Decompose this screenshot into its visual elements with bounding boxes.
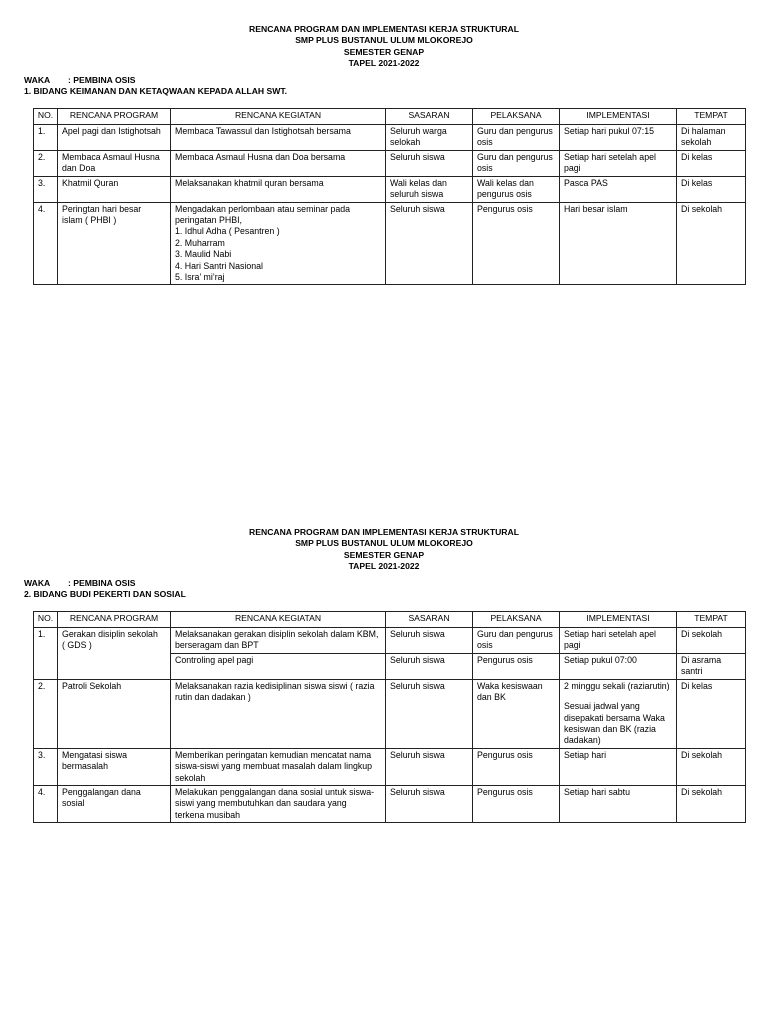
cell-implementasi: Setiap pukul 07:00 bbox=[560, 653, 677, 679]
cell-kegiatan: Membaca Tawassul dan Istighotsah bersama bbox=[171, 125, 386, 151]
school-year: TAPEL 2021-2022 bbox=[348, 57, 420, 68]
program-table bbox=[33, 611, 746, 823]
col-header-kegiatan: RENCANA KEGIATAN bbox=[171, 109, 386, 125]
cell-kegiatan: Controling apel pagi bbox=[171, 653, 386, 679]
cell-implementasi: Hari besar islam bbox=[560, 202, 677, 285]
cell-implementasi: Setiap hari pukul 07:15 bbox=[560, 125, 677, 151]
table-header-row bbox=[34, 612, 746, 628]
school-name: SMP PLUS BUSTANUL ULUM MLOKOREJO bbox=[295, 538, 473, 549]
cell-program: Khatmil Quran bbox=[58, 176, 171, 202]
cell-pelaksana: Pengurus osis bbox=[473, 786, 560, 823]
cell-program: Mengatasi siswa bermasalah bbox=[58, 748, 171, 785]
cell-tempat: Di kelas bbox=[677, 176, 746, 202]
cell-implementasi: Pasca PAS bbox=[560, 176, 677, 202]
implementasi-rutin: 2 minggu sekali (raziarutin) bbox=[564, 680, 670, 691]
cell-tempat: Di sekolah bbox=[677, 786, 746, 823]
cell-program: Penggalangan dana sosial bbox=[58, 786, 171, 823]
program-table bbox=[33, 108, 746, 285]
school-year: TAPEL 2021-2022 bbox=[348, 560, 420, 571]
col-header-implementasi: IMPLEMENTASI bbox=[560, 109, 677, 125]
table-row bbox=[34, 202, 746, 285]
table-row bbox=[34, 125, 746, 151]
cell-kegiatan: Melakukan penggalangan dana sosial untuk siswa- siswi yang membutuhkan dan saudara yang terkena musibah bbox=[171, 786, 386, 823]
cell-pelaksana: Pengurus osis bbox=[473, 748, 560, 785]
cell-tempat: Di kelas bbox=[677, 150, 746, 176]
school-name: SMP PLUS BUSTANUL ULUM MLOKOREJO bbox=[295, 35, 473, 46]
cell-no: 3. bbox=[34, 748, 58, 785]
semester: SEMESTER GENAP bbox=[343, 549, 425, 560]
table-row bbox=[34, 748, 746, 785]
cell-program: Peringtan hari besar islam ( PHBI ) bbox=[58, 202, 171, 285]
cell-tempat: Di sekolah bbox=[677, 748, 746, 785]
cell-sasaran: Wali kelas dan seluruh siswa bbox=[386, 176, 473, 202]
col-header-program: RENCANA PROGRAM bbox=[58, 612, 171, 628]
cell-program: Patroli Sekolah bbox=[58, 679, 171, 748]
table-row bbox=[34, 679, 746, 748]
cell-kegiatan: Melaksanakan razia kedisiplinan siswa siswi ( razia rutin dan dadakan ) bbox=[171, 679, 386, 748]
cell-sasaran: Seluruh siswa bbox=[386, 786, 473, 823]
cell-sasaran: Seluruh siswa bbox=[386, 653, 473, 679]
cell-kegiatan: Mengadakan perlombaan atau seminar pada peringatan PHBI, 1. Idhul Adha ( Pesantren ) 2. Muharram 3. Maulid Nabi 4. Hari Santri Nasional 5. Isra’ mi’raj bbox=[171, 202, 386, 285]
cell-sasaran: Seluruh siswa bbox=[386, 748, 473, 785]
cell-tempat: Di sekolah bbox=[677, 202, 746, 285]
table-row bbox=[34, 628, 746, 654]
cell-implementasi bbox=[560, 679, 677, 748]
cell-no: 2. bbox=[34, 150, 58, 176]
cell-no: 1. bbox=[34, 125, 58, 151]
col-header-pelaksana: PELAKSANA bbox=[473, 612, 560, 628]
cell-implementasi: Setiap hari setelah apel pagi bbox=[560, 150, 677, 176]
col-header-no: NO. bbox=[34, 109, 58, 125]
waka-line bbox=[24, 75, 768, 86]
cell-sasaran: Seluruh siswa bbox=[386, 628, 473, 654]
cell-sasaran: Seluruh warga selokah bbox=[386, 125, 473, 151]
waka-label: WAKA bbox=[24, 578, 51, 589]
cell-implementasi: Setiap hari setelah apel pagi bbox=[560, 628, 677, 654]
cell-sasaran: Seluruh siswa bbox=[386, 150, 473, 176]
cell-tempat: Di asrama santri bbox=[677, 653, 746, 679]
cell-tempat: Di kelas bbox=[677, 679, 746, 748]
col-header-program: RENCANA PROGRAM bbox=[58, 109, 171, 125]
cell-pelaksana: Guru dan pengurus osis bbox=[473, 150, 560, 176]
cell-kegiatan: Melaksanakan khatmil quran bersama bbox=[171, 176, 386, 202]
table-header-row bbox=[34, 109, 746, 125]
section-keimanan bbox=[0, 24, 768, 283]
waka-value: : PEMBINA OSIS bbox=[68, 578, 136, 589]
cell-no: 4. bbox=[34, 786, 58, 823]
col-header-sasaran: SASARAN bbox=[386, 109, 473, 125]
cell-pelaksana: Guru dan pengurus osis bbox=[473, 628, 560, 654]
cell-no: 2. bbox=[34, 679, 58, 748]
semester: SEMESTER GENAP bbox=[343, 46, 425, 57]
waka-label: WAKA bbox=[24, 75, 51, 86]
bidang-title: 1. BIDANG KEIMANAN DAN KETAQWAAN KEPADA ALLAH SWT. bbox=[24, 86, 288, 97]
cell-implementasi: Setiap hari sabtu bbox=[560, 786, 677, 823]
cell-pelaksana: Waka kesiswaan dan BK bbox=[473, 679, 560, 748]
bidang-title: 2. BIDANG BUDI PEKERTI DAN SOSIAL bbox=[24, 589, 186, 600]
col-header-no: NO. bbox=[34, 612, 58, 628]
col-header-kegiatan: RENCANA KEGIATAN bbox=[171, 612, 386, 628]
cell-pelaksana: Guru dan pengurus osis bbox=[473, 125, 560, 151]
cell-implementasi: Setiap hari bbox=[560, 748, 677, 785]
cell-tempat: Di halaman sekolah bbox=[677, 125, 746, 151]
col-header-implementasi: IMPLEMENTASI bbox=[560, 612, 677, 628]
cell-no: 1. bbox=[34, 628, 58, 680]
cell-sasaran: Seluruh siswa bbox=[386, 679, 473, 748]
col-header-tempat: TEMPAT bbox=[677, 612, 746, 628]
cell-sasaran: Seluruh siswa bbox=[386, 202, 473, 285]
cell-program: Apel pagi dan Istighotsah bbox=[58, 125, 171, 151]
cell-no: 3. bbox=[34, 176, 58, 202]
cell-kegiatan: Memberikan peringatan kemudian mencatat nama siswa-siswi yang membuat masalah dalam lingkup sekolah bbox=[171, 748, 386, 785]
waka-value: : PEMBINA OSIS bbox=[68, 75, 136, 86]
cell-pelaksana: Pengurus osis bbox=[473, 202, 560, 285]
table-row bbox=[34, 176, 746, 202]
table-row bbox=[34, 786, 746, 823]
cell-no: 4. bbox=[34, 202, 58, 285]
section-budi-pekerti bbox=[0, 527, 768, 820]
col-header-sasaran: SASARAN bbox=[386, 612, 473, 628]
implementasi-dadakan: Sesuai jadwal yang disepakati bersama Waka kesiswan dan BK (razia dadakan) bbox=[564, 701, 665, 746]
doc-title: RENCANA PROGRAM DAN IMPLEMENTASI KERJA STRUKTURAL bbox=[249, 527, 519, 537]
cell-kegiatan: Melaksanakan gerakan disiplin sekolah dalam KBM, berseragam dan BPT bbox=[171, 628, 386, 654]
waka-line bbox=[24, 578, 768, 589]
cell-pelaksana: Pengurus osis bbox=[473, 653, 560, 679]
cell-tempat: Di sekolah bbox=[677, 628, 746, 654]
cell-program: Membaca Asmaul Husna dan Doa bbox=[58, 150, 171, 176]
table-row bbox=[34, 150, 746, 176]
cell-program: Gerakan disiplin sekolah ( GDS ) bbox=[58, 628, 171, 680]
cell-pelaksana: Wali kelas dan pengurus osis bbox=[473, 176, 560, 202]
doc-title: RENCANA PROGRAM DAN IMPLEMENTASI KERJA STRUKTURAL bbox=[249, 24, 519, 34]
col-header-tempat: TEMPAT bbox=[677, 109, 746, 125]
cell-kegiatan: Membaca Asmaul Husna dan Doa bersama bbox=[171, 150, 386, 176]
col-header-pelaksana: PELAKSANA bbox=[473, 109, 560, 125]
